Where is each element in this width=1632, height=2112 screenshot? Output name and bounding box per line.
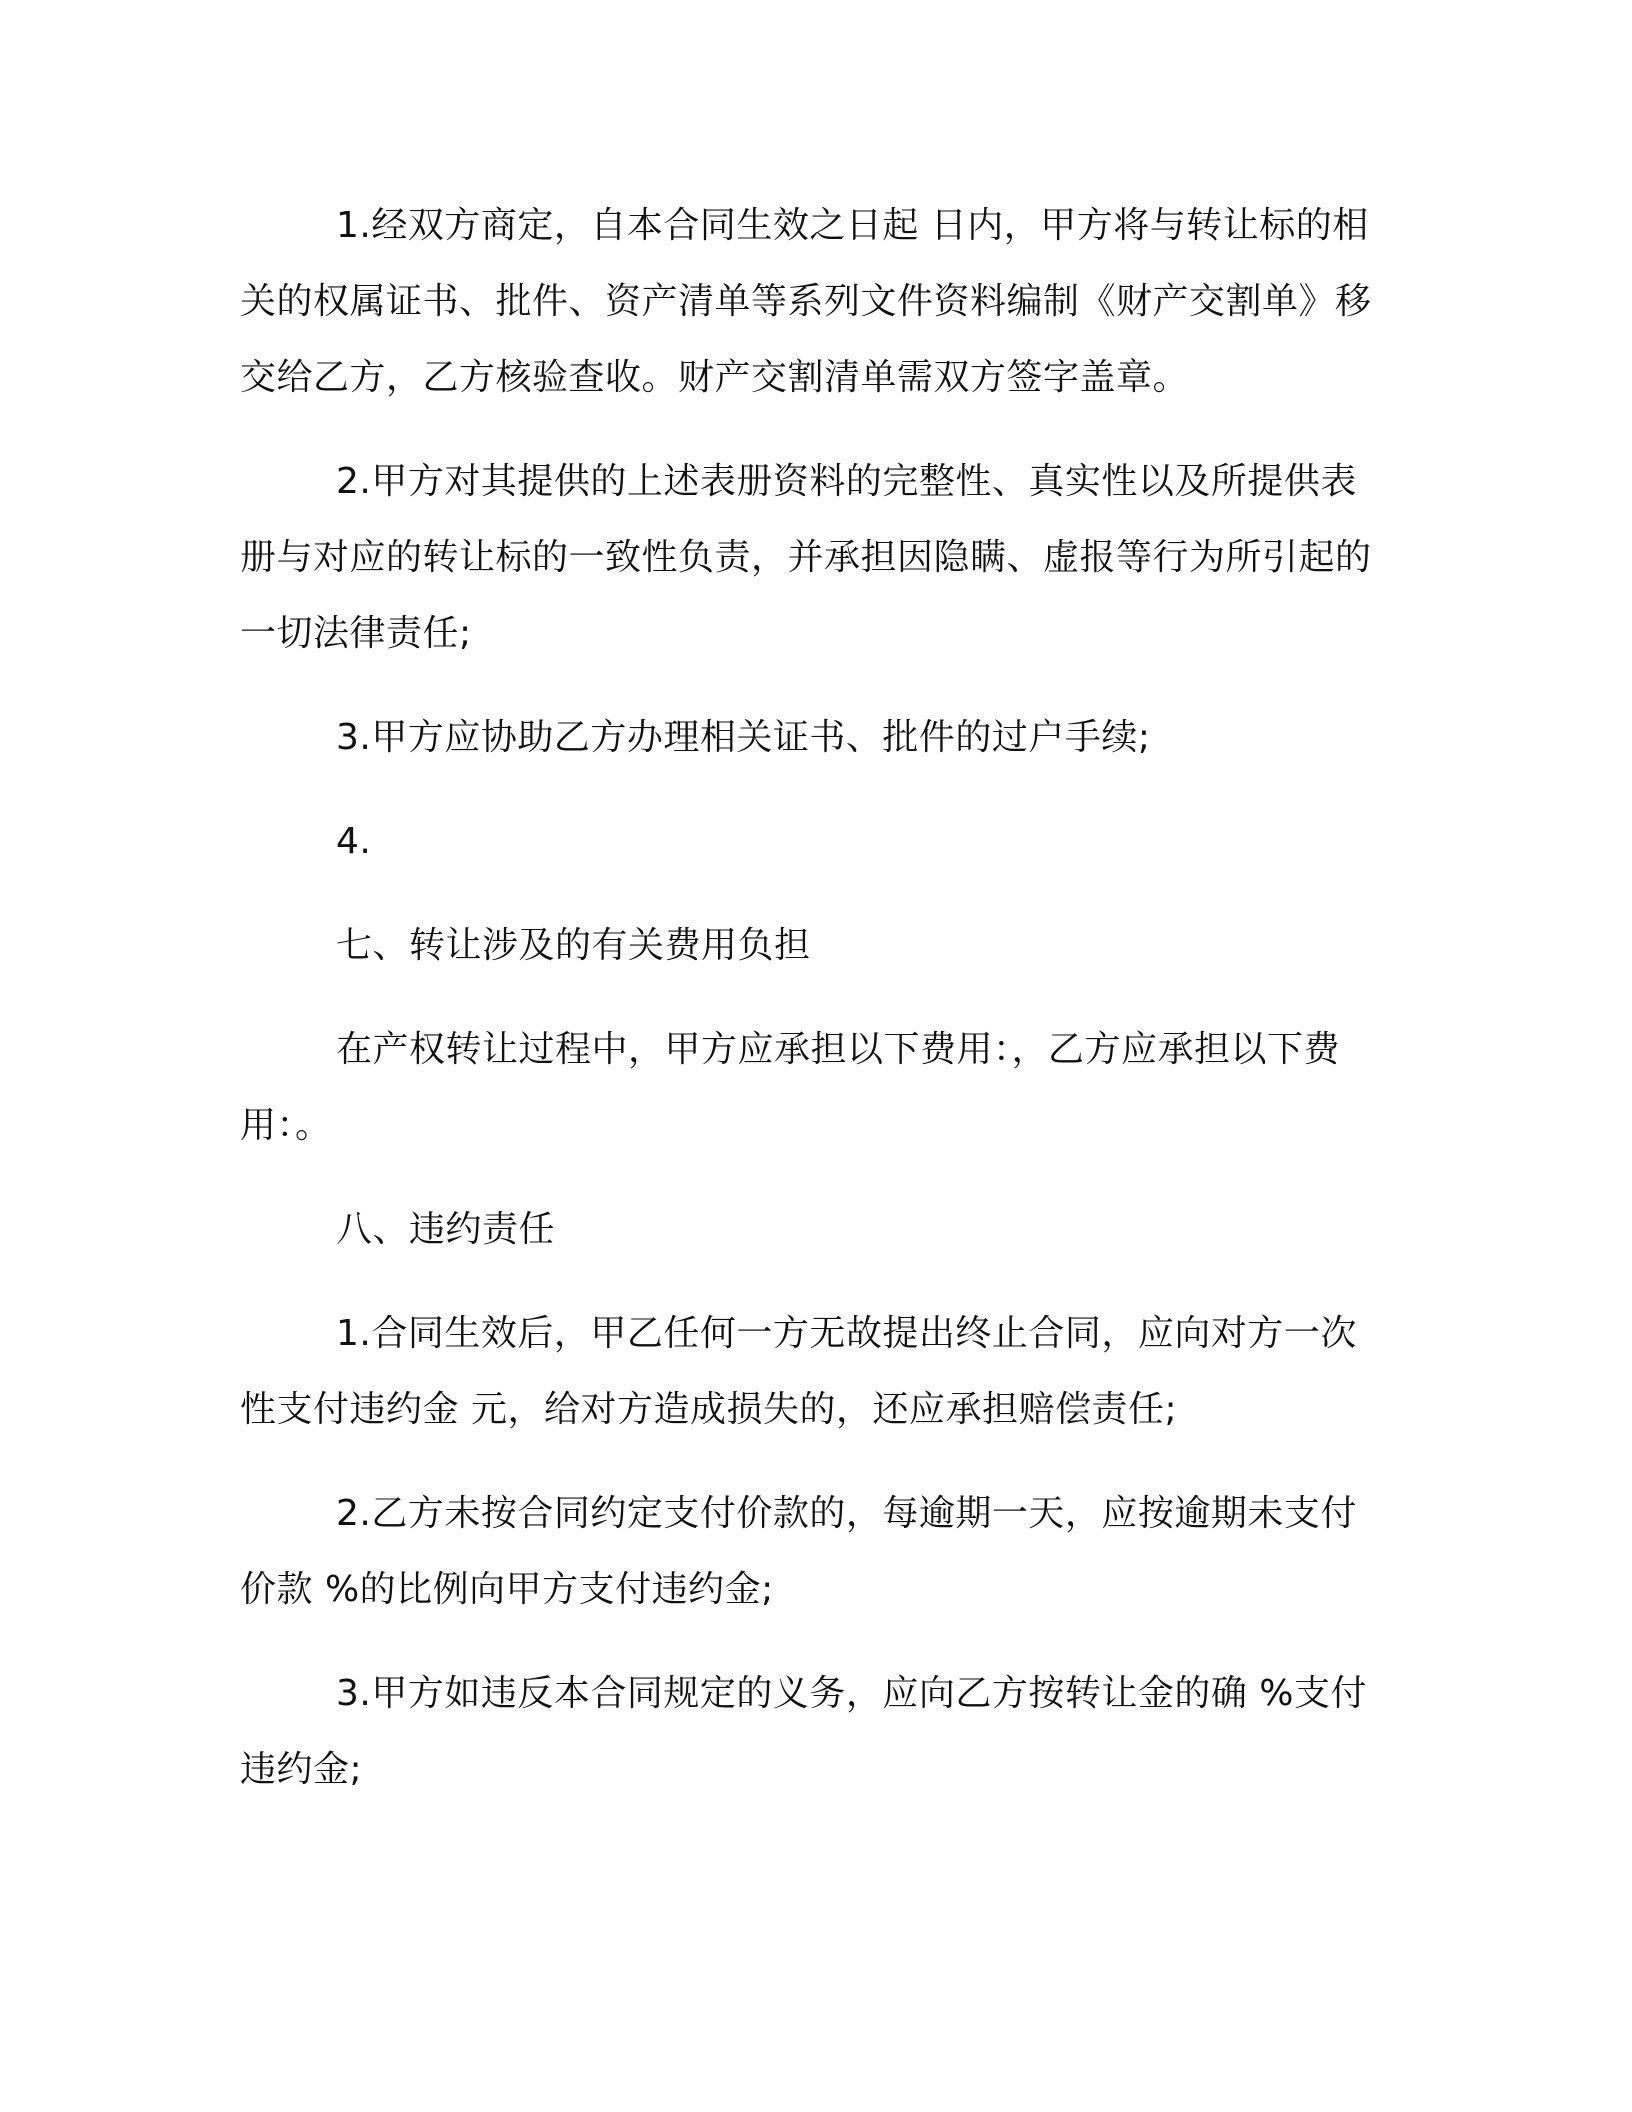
section-heading-fees: 七、转让涉及的有关费用负担 [336,925,811,966]
paragraph-handover-documents: 1.经双方商定，自本合同生效之日起 日内，甲方将与转让标的相关的权属证书、批件、资产清单等系列文件资料编制《财产交割单》移交给乙方，乙方核验查收。财产交割清单需双方签字盖章。 [240,205,1372,398]
paragraph-transfer-procedures: 3.甲方应协助乙方办理相关证书、批件的过户手续; [336,717,1151,758]
paragraph-item-4: 4. [336,821,372,862]
paragraph-termination-penalty: 1.合同生效后，甲乙任何一方无故提出终止合同，应向对方一次性支付违约金 元，给对方造成损失的，还应承担赔偿责任; [240,1313,1357,1430]
document-body [240,188,1392,1808]
paragraph-fee-allocation: 在产权转让过程中，甲方应承担以下费用：，乙方应承担以下费用：。 [240,1029,1341,1146]
paragraph-party-a-breach-penalty: 3.甲方如违反本合同规定的义务，应向乙方按转让金的确 %支付违约金; [240,1673,1367,1790]
paragraph-late-payment-penalty: 2.乙方未按合同约定支付价款的，每逾期一天，应按逾期未支付价款 %的比例向甲方支付违约金; [240,1493,1357,1610]
section-heading-breach: 八、违约责任 [336,1209,556,1250]
paragraph-party-a-liability: 2.甲方对其提供的上述表册资料的完整性、真实性以及所提供表册与对应的转让标的一致性负责，并承担因隐瞒、虚报等行为所引起的一切法律责任; [240,461,1372,654]
